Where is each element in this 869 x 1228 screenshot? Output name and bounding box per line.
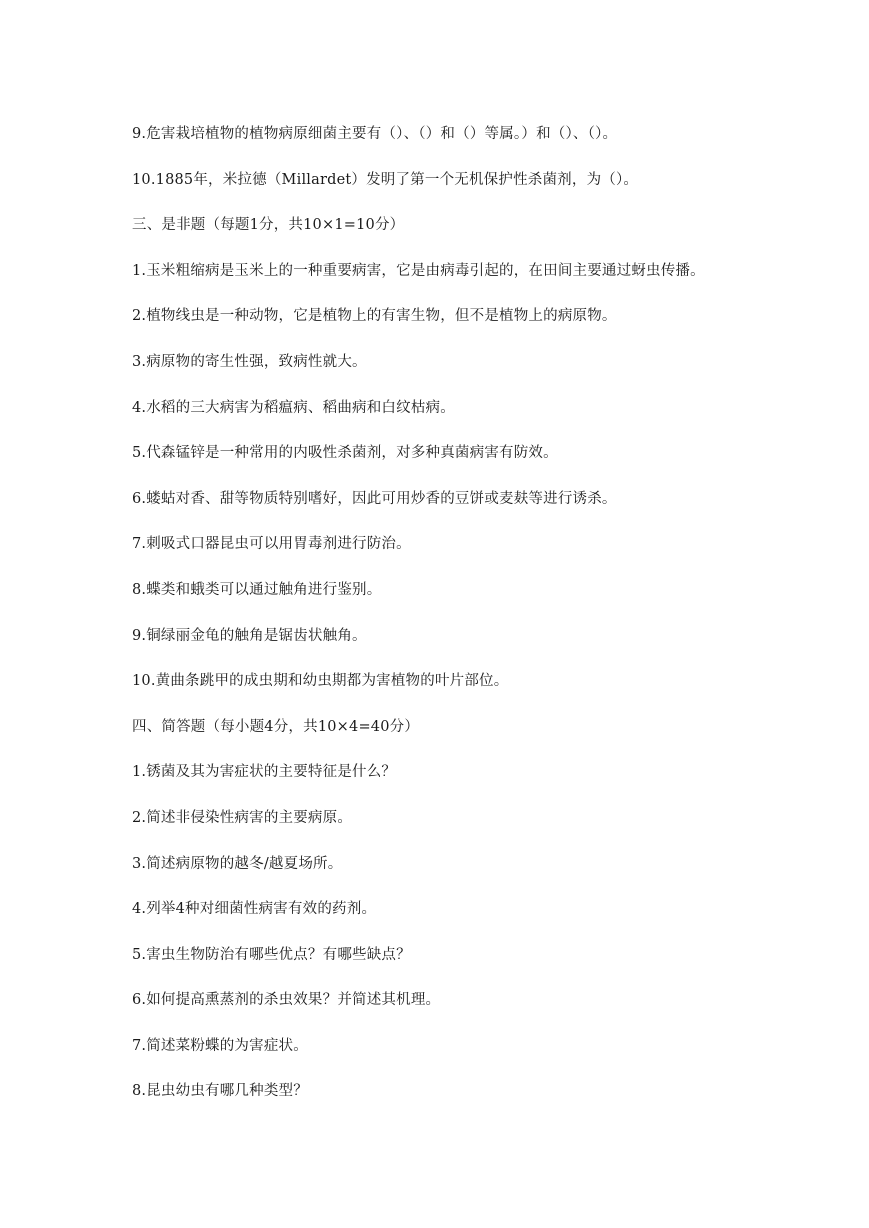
short-answer-item-5: 5.害虫生物防治有哪些优点？有哪些缺点？ xyxy=(132,946,411,963)
true-false-item-10: 10.黄曲条跳甲的成虫期和幼虫期都为害植物的叶片部位。 xyxy=(132,673,509,690)
short-answer-item-2: 2.简述非侵染性病害的主要病原。 xyxy=(132,809,353,826)
short-answer-item-4: 4.列举4种对细菌性病害有效的药剂。 xyxy=(132,901,377,918)
short-answer-item-6: 6.如何提高熏蒸剂的杀虫效果？并简述其机理。 xyxy=(132,992,441,1009)
true-false-item-7: 7.刺吸式口器昆虫可以用胃毒剂进行防治。 xyxy=(132,536,411,553)
true-false-item-4: 4.水稻的三大病害为稻瘟病、稻曲病和白纹枯病。 xyxy=(132,399,455,416)
true-false-item-3: 3.病原物的寄生性强，致病性就大。 xyxy=(132,353,367,370)
document-page xyxy=(132,124,849,1127)
true-false-item-2: 2.植物线虫是一种动物，它是植物上的有害生物，但不是植物上的病原物。 xyxy=(132,308,617,325)
section-4-heading: 四、简答题（每小题4分，共10×4=40分） xyxy=(132,718,420,735)
section-3-heading: 三、是非题（每题1分，共10×1=10分） xyxy=(132,217,405,234)
short-answer-item-1: 1.锈菌及其为害症状的主要特征是什么？ xyxy=(132,764,397,781)
true-false-item-6: 6.蝼蛄对香、甜等物质特别嗜好，因此可用炒香的豆饼或麦麸等进行诱杀。 xyxy=(132,490,617,507)
true-false-item-5: 5.代森锰锌是一种常用的内吸性杀菌剂，对多种真菌病害有防效。 xyxy=(132,445,558,462)
true-false-item-9: 9.铜绿丽金龟的触角是锯齿状触角。 xyxy=(132,627,367,644)
fill-in-question-10: 10.1885年，米拉德（Millardet）发明了第一个无机保护性杀菌剂，为（）。 xyxy=(132,171,639,188)
short-answer-item-7: 7.简述菜粉蝶的为害症状。 xyxy=(132,1037,308,1054)
fill-in-question-9: 9.危害栽培植物的植物病原细菌主要有（）、（）和（）等属。）和（）、（）。 xyxy=(132,126,618,142)
true-false-item-1: 1.玉米粗缩病是玉米上的一种重要病害，它是由病毒引起的，在田间主要通过蚜虫传播。 xyxy=(132,262,705,279)
short-answer-item-3: 3.简述病原物的越冬/越夏场所。 xyxy=(132,855,343,872)
true-false-item-8: 8.蝶类和蛾类可以通过触角进行鉴别。 xyxy=(132,581,382,598)
short-answer-item-8: 8.昆虫幼虫有哪几种类型？ xyxy=(132,1083,308,1100)
